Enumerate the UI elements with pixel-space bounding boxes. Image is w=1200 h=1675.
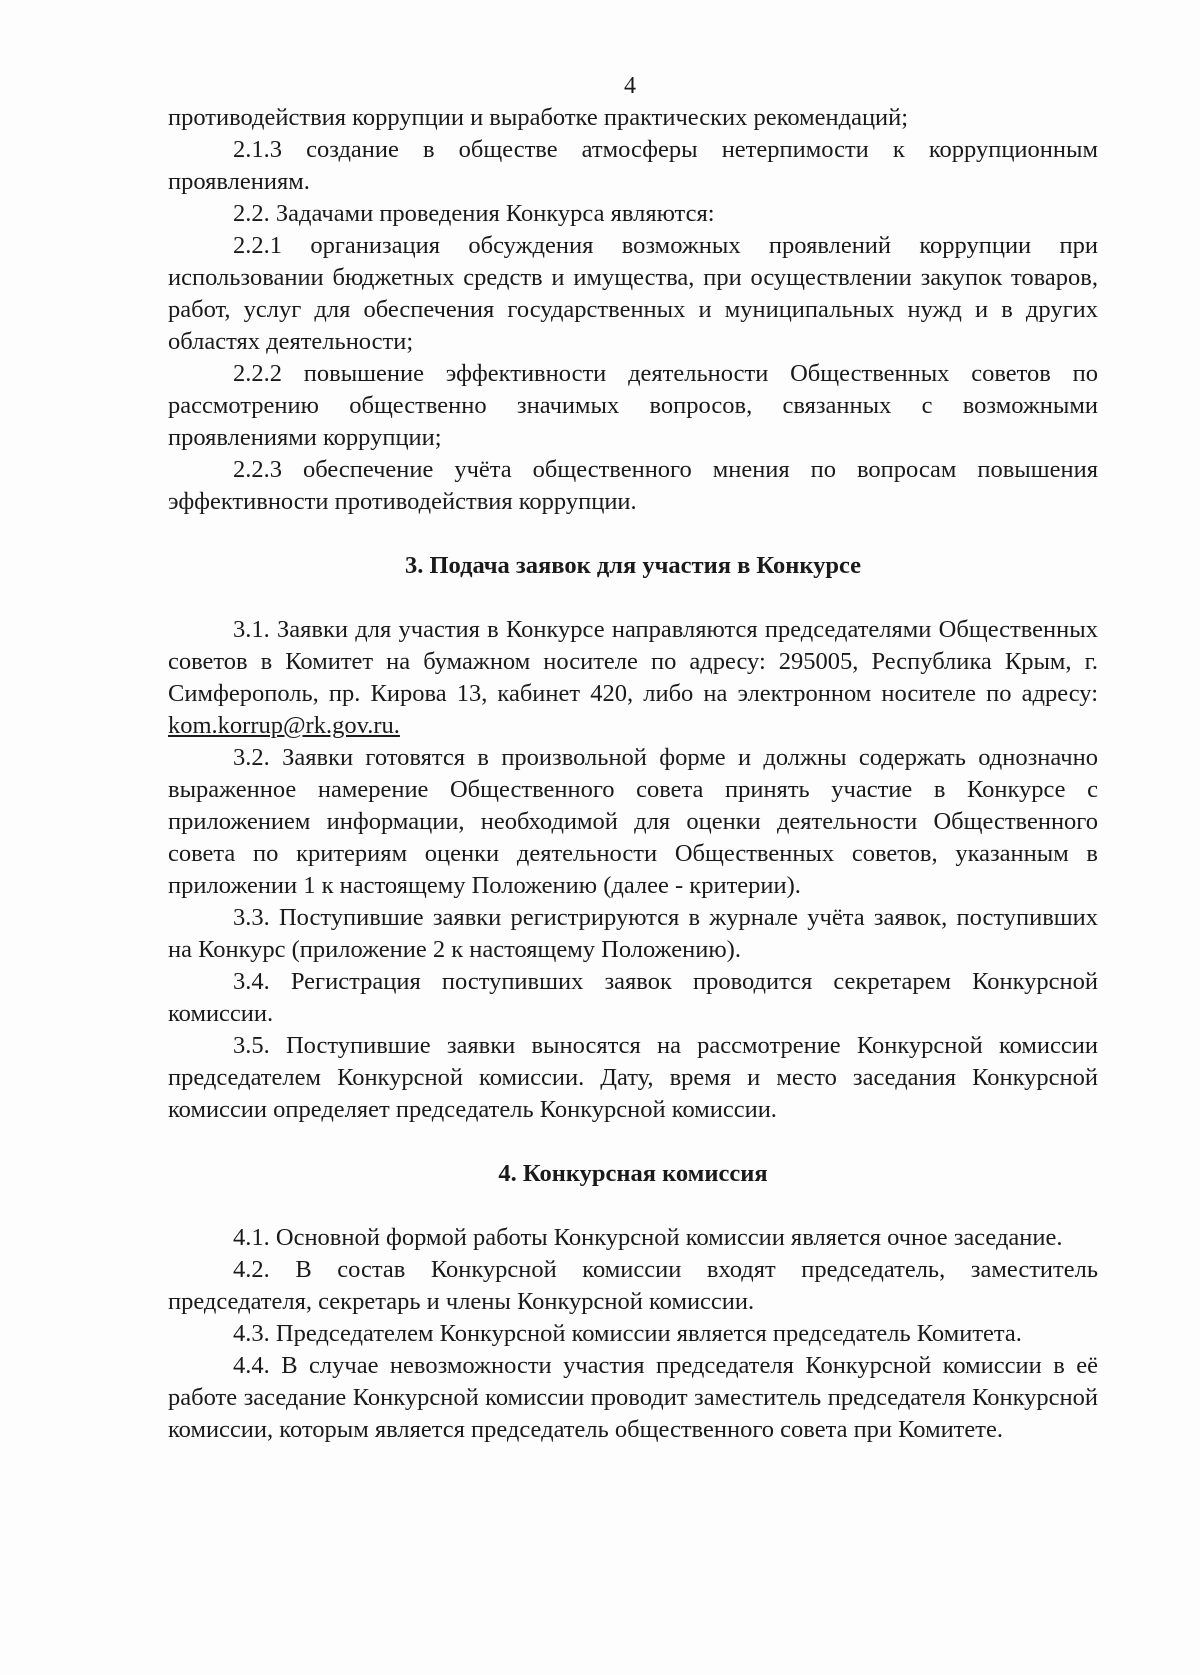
paragraph-3-4: 3.4. Регистрация поступивших заявок проводится секретарем Конкурсной комиссии. [168, 968, 1098, 1027]
paragraph-2-1-3: 2.1.3 создание в обществе атмосферы нетерпимости к коррупционным проявлениям. [168, 136, 1098, 195]
paragraph-2-2-3: 2.2.3 обеспечение учёта общественного мнения по вопросам повышения эффективности противодействия коррупции. [168, 456, 1098, 515]
paragraph-3-5: 3.5. Поступившие заявки выносятся на рассмотрение Конкурсной комиссии председателем Конкурсной комиссии. Дату, время и место заседания Конкурсной комиссии определяет председатель Конкурсной комиссии. [168, 1032, 1098, 1123]
section-3-heading: 3. Подача заявок для участия в Конкурсе [404, 552, 862, 579]
paragraph-2-2: 2.2. Задачами проведения Конкурса являются: [233, 200, 715, 227]
email-link[interactable]: kom.korrup@rk.gov.ru. [168, 712, 400, 739]
paragraph-3-1-text: 3.1. Заявки для участия в Конкурсе направляются председателями Общественных советов в Комитет на бумажном носителе по адресу: 295005, Республика Крым, г. Симферополь, пр. Кирова 13, кабинет 420, либо на электронном носителе по адресу: [168, 616, 1098, 707]
paragraph-3-3: 3.3. Поступившие заявки регистрируются в журнале учёта заявок, поступивших на Конкурс (приложение 2 к настоящему Положению). [168, 904, 1098, 963]
paragraph-2-2-2: 2.2.2 повышение эффективности деятельности Общественных советов по рассмотрению общественно значимых вопросов, связанных с возможными проявлениями коррупции; [168, 360, 1098, 451]
paragraph-2-2-1: 2.2.1 организация обсуждения возможных проявлений коррупции при использовании бюджетных средств и имущества, при осуществлении закупок товаров, работ, услуг для обеспечения государственных и муниципальных нужд и в других областях деятельности; [168, 232, 1098, 355]
paragraph-4-4: 4.4. В случае невозможности участия председателя Конкурсной комиссии в её работе заседание Конкурсной комиссии проводит заместитель председателя Конкурсной комиссии, которым является председатель общественного совета при Комитете. [168, 1352, 1098, 1443]
paragraph-4-2: 4.2. В состав Конкурсной комиссии входят председатель, заместитель председателя, секретарь и члены Конкурсной комиссии. [168, 1256, 1098, 1315]
section-4-heading: 4. Конкурсная комиссия [498, 1160, 768, 1187]
paragraph-4-1: 4.1. Основной формой работы Конкурсной комиссии является очное заседание. [233, 1224, 1063, 1251]
page-number: 4 [624, 73, 636, 99]
document-body [168, 102, 1098, 1446]
paragraph-4-3: 4.3. Председателем Конкурсной комиссии является председатель Комитета. [233, 1320, 1022, 1347]
paragraph-3-1 [168, 614, 1098, 742]
paragraph-continuation: противодействия коррупции и выработке практических рекомендаций; [168, 104, 909, 131]
paragraph-3-2: 3.2. Заявки готовятся в произвольной форме и должны содержать однозначно выраженное намерение Общественного совета принять участие в Конкурсе с приложением информации, необходимой для оценки деятельности Общественного совета по критериям оценки деятельности Общественных советов, указанным в приложении 1 к настоящему Положению (далее - критерии). [168, 744, 1098, 899]
